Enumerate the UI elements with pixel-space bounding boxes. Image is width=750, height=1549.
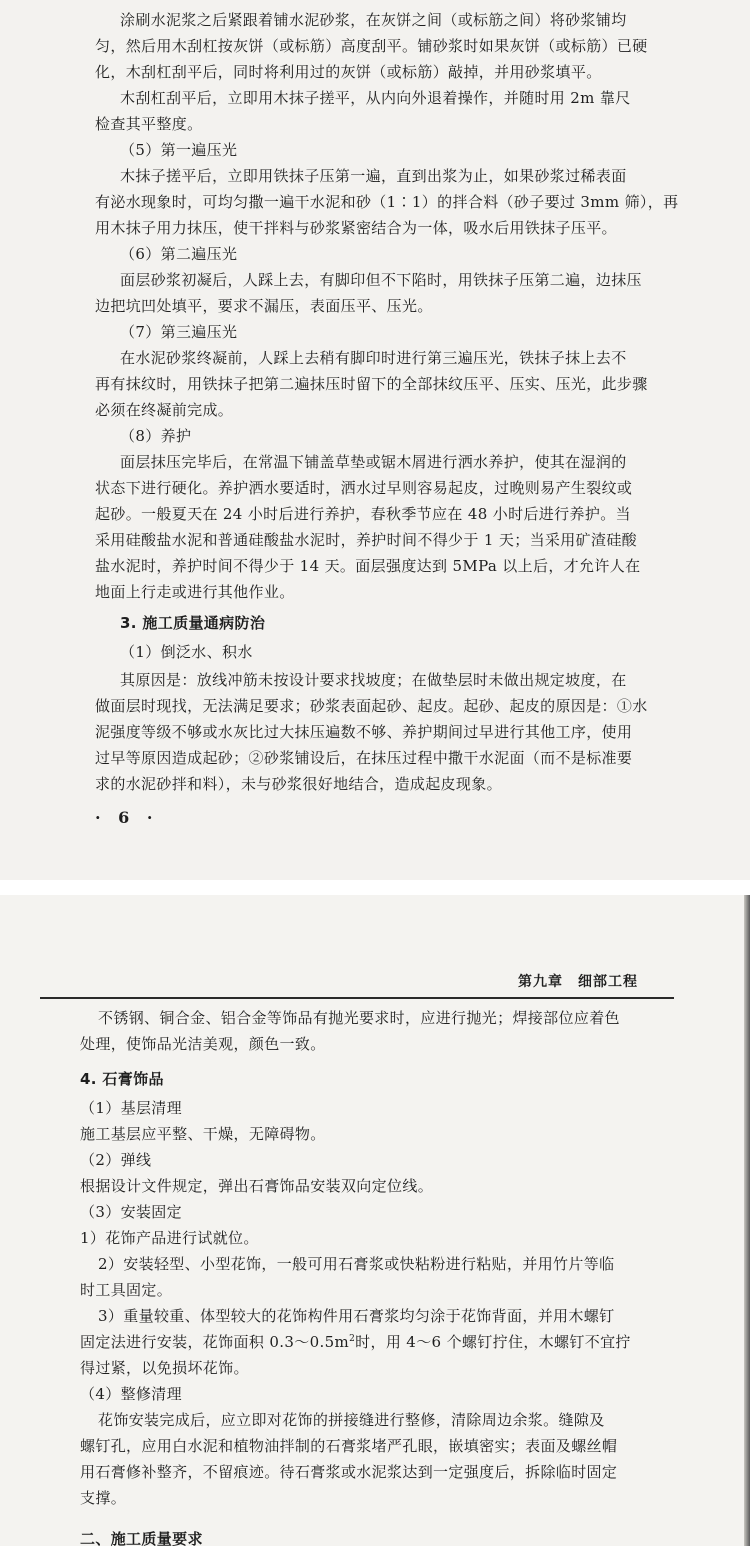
- text-line: 面层抹压完毕后，在常温下铺盖草垫或锯木屑进行洒水养护，使其在湿润的: [120, 453, 627, 471]
- text-line: 地面上行走或进行其他作业。: [95, 583, 295, 601]
- subheading: （1）倒泛水、积水: [120, 643, 253, 661]
- text-line: 用石膏修补整齐，不留痕迹。待石膏浆或水泥浆达到一定强度后，拆除临时固定: [80, 1463, 618, 1481]
- text-span: 固定法进行安装，花饰面积 0.3～0.5m: [80, 1333, 350, 1351]
- section-heading: 二、施工质量要求: [80, 1530, 203, 1548]
- subheading: （6）第二遍压光: [120, 245, 238, 263]
- text-line: 盐水泥时，养护时间不得少于 14 天。面层强度达到 5MPa 以上后，才允许人在: [95, 557, 641, 575]
- subheading: （2）弹线: [80, 1151, 152, 1169]
- subheading: （5）第一遍压光: [120, 141, 238, 159]
- text-line: 边把坑凹处填平，要求不漏压，表面压平、压光。: [95, 297, 433, 315]
- text-line: 其原因是：放线冲筋未按设计要求找坡度；在做垫层时未做出规定坡度，在: [120, 671, 627, 689]
- subheading: （7）第三遍压光: [120, 323, 238, 341]
- text-span: 时，用 4～6 个螺钉拧住，木螺钉不宜拧: [355, 1333, 631, 1351]
- text-line: 必须在终凝前完成。: [95, 401, 234, 419]
- text-line: 有泌水现象时，可均匀撒一遍干水泥和砂（1∶1）的拌合料（砂子要过 3mm 筛），再: [95, 193, 679, 211]
- text-line: 支撑。: [80, 1489, 127, 1507]
- subheading: （3）安装固定: [80, 1203, 182, 1221]
- subheading: （8）养护: [120, 427, 192, 445]
- text-line: 采用硅酸盐水泥和普通硅酸盐水泥时，养护时间不得少于 1 天；当采用矿渣硅酸: [95, 531, 638, 549]
- text-line: 泥强度等级不够或水灰比过大抹压遍数不够、养护期间过早进行其他工序，使用: [95, 723, 633, 741]
- text-line: 涂刷水泥浆之后紧跟着铺水泥砂浆，在灰饼之间（或标筋之间）将砂浆铺均: [120, 11, 627, 29]
- section-heading: 4. 石膏饰品: [80, 1070, 164, 1088]
- text-line: 施工基层应平整、干燥，无障碍物。: [80, 1125, 326, 1143]
- text-line: 花饰安装完成后，应立即对花饰的拼接缝进行整修，清除周边余浆。缝隙及: [98, 1411, 605, 1429]
- text-line: 不锈钢、铜合金、铝合金等饰品有抛光要求时，应进行抛光；焊接部位应着色: [98, 1009, 620, 1027]
- text-line: 得过紧，以免损坏花饰。: [80, 1359, 249, 1377]
- text-line: 起砂。一般夏天在 24 小时后进行养护，春秋季节应在 48 小时后进行养护。当: [95, 505, 631, 523]
- text-line: 过早等原因造成起砂；②砂浆铺设后，在抹压过程中撒干水泥面（而不是标准要: [95, 749, 633, 767]
- text-line: 面层砂浆初凝后，人踩上去，有脚印但不下陷时，用铁抹子压第二遍，边抹压: [120, 271, 642, 289]
- text-line: [80, 1332, 631, 1352]
- text-line: 匀，然后用木刮杠按灰饼（或标筋）高度刮平。铺砂浆时如果灰饼（或标筋）已硬: [95, 37, 648, 55]
- section-heading: 3. 施工质量通病防治: [120, 614, 266, 632]
- text-line: 3）重量较重、体型较大的花饰构件用石膏浆均匀涂于花饰背面，并用木螺钉: [98, 1307, 615, 1325]
- header-rule: [40, 997, 674, 999]
- text-line: 在水泥砂浆终凝前，人踩上去稍有脚印时进行第三遍压光，铁抹子抹上去不: [120, 349, 627, 367]
- text-line: 木刮杠刮平后，立即用木抹子搓平，从内向外退着操作，并随时用 2m 靠尺: [120, 89, 631, 107]
- text-line: 状态下进行硬化。养护洒水要适时，洒水过早则容易起皮，过晚则易产生裂纹或: [95, 479, 633, 497]
- text-line: 木抹子搓平后，立即用铁抹子压第一遍，直到出浆为止，如果砂浆过稀表面: [120, 167, 627, 185]
- text-line: 处理，使饰品光洁美观，颜色一致。: [80, 1035, 326, 1053]
- text-line: 再有抹纹时，用铁抹子把第二遍抹压时留下的全部抹纹压平、压实、压光，此步骤: [95, 375, 648, 393]
- text-line: 1）花饰产品进行试就位。: [80, 1229, 259, 1247]
- subheading: （1）基层清理: [80, 1099, 182, 1117]
- text-line: 化，木刮杠刮平后，同时将利用过的灰饼（或标筋）敲掉，并用砂浆填平。: [95, 63, 602, 81]
- text-line: 时工具固定。: [80, 1281, 173, 1299]
- page-number: · 6 ·: [95, 808, 159, 827]
- superscript: 2: [349, 1334, 356, 1344]
- text-line: 螺钉孔，应用白水泥和植物油拌制的石膏浆堵严孔眼，嵌填密实；表面及螺丝帽: [80, 1437, 618, 1455]
- text-line: 做面层时现找，无法满足要求；砂浆表面起砂、起皮。起砂、起皮的原因是：①水: [95, 697, 648, 715]
- text-line: 2）安装轻型、小型花饰，一般可用石膏浆或快粘粉进行粘贴，并用竹片等临: [98, 1255, 615, 1273]
- running-head: 第九章 细部工程: [518, 974, 638, 990]
- page-gap: [0, 880, 750, 895]
- text-line: 根据设计文件规定，弹出石膏饰品安装双向定位线。: [80, 1177, 434, 1195]
- text-line: 检查其平整度。: [95, 115, 203, 133]
- text-line: 求的水泥砂拌和料），未与砂浆很好地结合，造成起皮现象。: [95, 775, 502, 793]
- page-edge-shadow: [744, 895, 750, 1546]
- text-line: 用木抹子用力抹压，使干拌料与砂浆紧密结合为一体，吸水后用铁抹子压平。: [95, 219, 617, 237]
- subheading: （4）整修清理: [80, 1385, 182, 1403]
